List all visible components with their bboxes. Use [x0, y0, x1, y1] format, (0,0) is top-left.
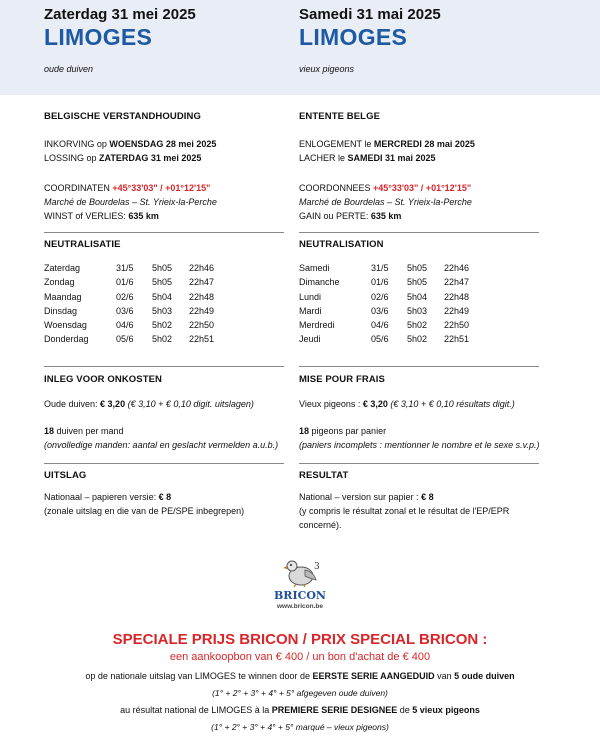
table-row: Donderdag 05/6 5h02 22h51 [44, 334, 215, 345]
header-subtitle: vieux pigeons [299, 64, 355, 74]
location-line: Marché de Bourdelas – St. Yrieix-la-Perche [299, 197, 472, 207]
table-row: Lundi 02/6 5h04 22h48 [299, 291, 470, 302]
neutralization-table [44, 263, 284, 349]
divider [44, 463, 284, 464]
table-row: Zaterdag 31/5 5h05 22h46 [44, 263, 215, 273]
header-city: LIMOGES [44, 24, 153, 50]
divider [299, 463, 539, 464]
table-row: Mardi 03/6 5h03 22h49 [299, 305, 470, 316]
coordinates-line: COORDINATEN +45°33'03" / +01°12'15" [44, 183, 211, 193]
results-note: (zonale uitslag en die van de PE/SPE inbegrepen) [44, 506, 245, 516]
basketing-line: INKORVING op WOENSDAG 28 mei 2025 [44, 139, 217, 149]
section-title-results: UITSLAG [44, 470, 87, 481]
table-row: Dinsdag 03/6 5h03 22h49 [44, 305, 215, 316]
section-title-neutralization: NEUTRALISATION [299, 239, 384, 250]
svg-text:3: 3 [314, 562, 320, 572]
section-title-neutralization: NEUTRALISATIE [44, 239, 121, 250]
brand-url[interactable]: www.bricon.be [277, 603, 323, 610]
column-fr [299, 0, 569, 740]
table-row: Dimanche 01/6 5h05 22h47 [299, 277, 470, 288]
prize-rule-nl: op de nationale uitslag van LIMOGES te winnen door de EERSTE SERIE AANGEDUID van 5 oude duiven [85, 671, 515, 681]
header-subtitle: oude duiven [44, 64, 94, 74]
distance-line: GAIN ou PERTE: 635 km [299, 211, 402, 221]
header-city: LIMOGES [299, 24, 408, 50]
neutralization-table [299, 263, 539, 349]
table-row: Maandag 02/6 5h04 22h48 [44, 291, 215, 302]
divider [44, 232, 284, 233]
basketing-line: ENLOGEMENT le MERCREDI 28 mai 2025 [299, 139, 475, 149]
table-row: Woensdag 04/6 5h02 22h50 [44, 320, 215, 331]
per-basket-line: 18 pigeons par panier [299, 426, 387, 436]
special-prize-subtitle: een aankoopbon van € 400 / un bon d'achat de € 400 [169, 651, 431, 663]
divider [44, 366, 284, 367]
table-row: Samedi 31/5 5h05 22h46 [299, 263, 470, 273]
per-basket-line: 18 duiven per mand [44, 426, 124, 436]
section-title-fees: MISE POUR FRAIS [299, 374, 385, 385]
org-title: ENTENTE BELGE [299, 111, 381, 122]
coordinates-line: COORDONNEES +45°33'03" / +01°12'15" [299, 183, 472, 193]
per-basket-note: (onvolledige manden: aantal en geslacht vermelden a.u.b.) [44, 440, 279, 450]
location-line: Marché de Bourdelas – St. Yrieix-la-Perche [44, 197, 217, 207]
special-prize-title: SPECIALE PRIJS BRICON / PRIX SPECIAL BRICON : [112, 631, 488, 648]
results-line: Nationaal – papieren versie: € 8 [44, 492, 172, 502]
table-row: Jeudi 05/6 5h02 22h51 [299, 334, 470, 345]
prize-rule-fr: au résultat national de LIMOGES à la PREMIERE SERIE DESIGNEE de 5 vieux pigeons [120, 705, 480, 715]
divider [299, 232, 539, 233]
section-title-results: RESULTAT [299, 470, 349, 481]
prize-note-nl: (1° + 2° + 3° + 4° + 5° afgegeven oude duiven) [212, 688, 388, 698]
divider [299, 366, 539, 367]
section-title-fees: INLEG VOOR ONKOSTEN [44, 374, 163, 385]
results-note: (y compris le résultat zonal et le résultat de l'EP/EPR [299, 506, 510, 516]
header-date: Samedi 31 mai 2025 [299, 6, 441, 23]
results-line: National – version sur papier : € 8 [299, 492, 434, 502]
header-date: Zaterdag 31 mei 2025 [44, 6, 196, 23]
prize-note-fr: (1° + 2° + 3° + 4° + 5° marqué – vieux pigeons) [211, 722, 389, 732]
column-nl [44, 0, 314, 740]
release-line: LOSSING op ZATERDAG 31 mei 2025 [44, 153, 202, 163]
table-row: Merdredi 04/6 5h02 22h50 [299, 320, 470, 331]
table-row: Zondag 01/6 5h05 22h47 [44, 277, 215, 288]
brand-name: BRICON [274, 589, 326, 602]
release-line: LACHER le SAMEDI 31 mai 2025 [299, 153, 436, 163]
per-basket-note: (paniers incomplets : mentionner le nombre et le sexe s.v.p.) [299, 440, 540, 450]
distance-line: WINST of VERLIES: 635 km [44, 211, 159, 221]
fee-line: Oude duiven: € 3,20 (€ 3,10 + € 0,10 digit. uitslagen) [44, 399, 254, 409]
fee-line: Vieux pigeons : € 3,20 (€ 3,10 + € 0,10 résultats digit.) [299, 399, 515, 409]
org-title: BELGISCHE VERSTANDHOUDING [44, 111, 201, 122]
results-note: concerné). [299, 520, 342, 530]
